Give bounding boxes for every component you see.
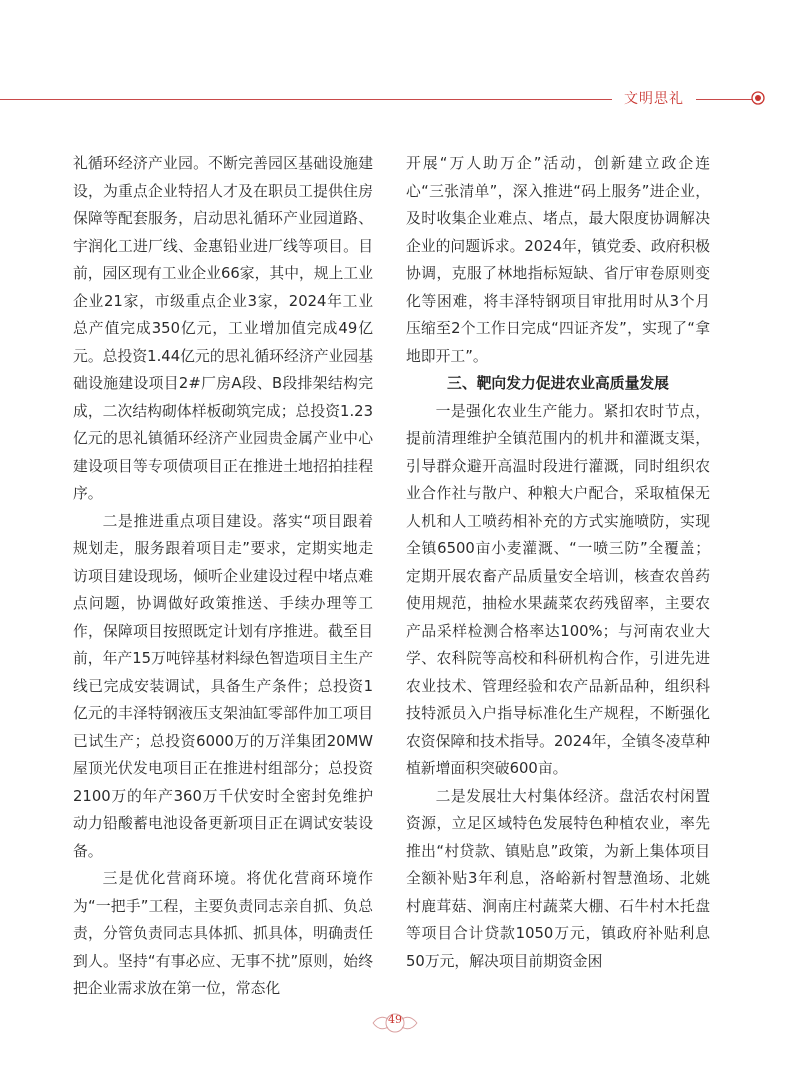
target-circle-icon: [751, 91, 765, 105]
paragraph-enterprise-service: 开展“万人助万企”活动，创新建立政企连心“三张清单”，深入推进“码上服务”进企业，及时收集企业难点、堵点，最大限度协调解决企业的问题诉求。2024年，镇党委、政府积极协调，克服了林地指标短缺、省厅审卷原则变化等困难，将丰泽特钢项目审批用时从3个月压缩至2个工作日完成“四证齐发”，实现了“拿地即开工”。: [406, 155, 711, 365]
paragraph-agriculture-capacity: 一是强化农业生产能力。紧扣农时节点，提前清理维护全镇范围内的机井和灌溉支渠，引导群众避开高温时段进行灌溉，同时组织农业合作社与散户、种粮大户配合，采取植保无人机和人工喷药相补充的方式实施喷防，实现全镇6500亩小麦灌溉、“一喷三防”全覆盖；定期开展农畜产品质量安全培训，核查农兽药使用规范，抽检水果蔬菜农药残留率，主要农产品采样检测合格率达100%；与河南农业大学、农科院等高校和科研机构合作，引进先进农业技术、管理经验和农产品新品种，组织科技特派员入户指导标准化生产规程，不断强化农资保障和技术指导。2024年，全镇冬凌草种植新增面积突破600亩。: [406, 402, 711, 777]
section-heading: 三、靶向发力促进农业高质量发展: [447, 375, 669, 392]
left-column: [73, 150, 373, 1003]
paragraph-collective-economy: 二是发展壮大村集体经济。盘活农村闲置资源，立足区域特色发展特色种植农业，率先推出“村贷款、镇贴息”政策，为新上集体项目全额补贴3年利息，洛峪新村智慧渔场、北姚村鹿茸菇、涧南庄村蔬菜大棚、石牛村木托盘等项目合计贷款1050万元，镇政府补贴利息50万元，解决项目前期资金困: [406, 787, 710, 970]
section-title: 文明思礼: [624, 91, 684, 107]
header-rule-right: [696, 99, 752, 100]
right-column: [406, 150, 710, 975]
header-rule-left: [0, 99, 612, 100]
paragraph-park-infrastructure: 礼循环经济产业园。不断完善园区基础设施建设，为重点企业特招人才及在职员工提供住房保障等配套服务，启动思礼循环产业园道路、宇润化工进厂线、金惠铅业进厂线等项目。目前，园区现有工业企业66家，其中，规上工业企业21家，市级重点企业3家，2024年工业总产值完成350亿元，工业增加值完成49亿元。总投资1.44亿元的思礼循环经济产业园基础设施建设项目2#厂房A段、B段排架结构完成，二次结构砌体样板砌筑完成；总投资1.23亿元的思礼镇循环经济产业园贵金属产业中心建设项目等专项债项目正在推进土地招拍挂程序。: [73, 155, 373, 502]
paragraph-key-projects: 二是推进重点项目建设。落实“项目跟着规划走，服务跟着项目走”要求，定期实地走访项目建设现场，倾听企业建设过程中堵点难点问题，协调做好政策推送、手续办理等工作，保障项目按照既定计划有序推进。截至目前，年产15万吨锌基材料绿色智造项目主生产线已完成安装调试，具备生产条件；总投资1亿元的丰泽特钢液压支架油缸零部件加工项目已试生产；总投资6000万的万洋集团20MW屋顶光伏发电项目正在推进村组部分；总投资2100万的年产360万千伏安时全密封免维护动力铅酸蓄电池设备更新项目正在调试安装设备。: [73, 512, 373, 860]
paragraph-business-environment: 三是优化营商环境。将优化营商环境作为“一把手”工程，主要负责同志亲自抓、负总责，分管负责同志具体抓、抓具体，明确责任到人。坚持“有事必应、无事不扰”原则，始终把企业需求放在第一位，常态化: [73, 870, 373, 997]
page-number: 49: [388, 1013, 402, 1026]
